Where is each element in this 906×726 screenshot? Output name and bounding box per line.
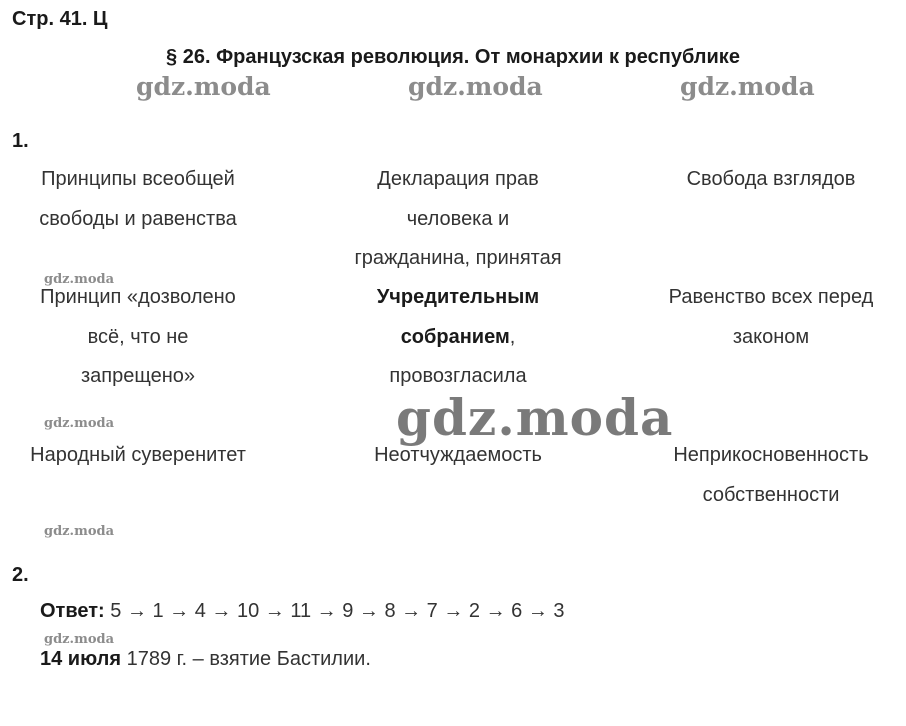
watermark: gdz.moda: [44, 272, 115, 287]
event-text: 1789 г. – взятие Бастилии.: [121, 648, 371, 670]
grid-cell: Народный суверенитет: [30, 444, 246, 466]
section-title: § 26. Французская революция. От монархии к республике: [166, 46, 740, 68]
grid-cell: Неприкосновенность собственности: [673, 444, 869, 506]
answer-label: Ответ:: [40, 600, 105, 622]
grid-cell: Неотчуждаемость: [374, 444, 542, 466]
watermark: gdz.moda: [680, 72, 815, 101]
event-date: 14 июля: [40, 648, 122, 670]
watermark: gdz.moda: [396, 388, 674, 447]
watermark: gdz.moda: [44, 416, 115, 431]
grid-cell: Равенство всех перед законом: [668, 286, 874, 348]
principles-grid: [0, 160, 906, 520]
task-1-number: 1.: [12, 130, 29, 152]
watermark: gdz.moda: [136, 72, 271, 101]
event-line: [40, 648, 371, 671]
grid-cell: Принципы всеобщей свободы и равенства: [39, 168, 237, 230]
watermark: gdz.moda: [44, 524, 115, 539]
grid-cell: Учредительным собранием, провозгласила: [376, 286, 540, 387]
grid-cell: Принцип «дозволено всё, что не запрещено»: [40, 286, 236, 387]
task-2-number: 2.: [12, 564, 29, 586]
watermark: gdz.moda: [44, 632, 115, 647]
page-label: Стр. 41. Ц: [12, 8, 108, 30]
watermark: gdz.moda: [408, 72, 543, 101]
grid-cell: Свобода взглядов: [686, 168, 856, 190]
answer-sequence: 5 → 1 → 4 → 10 → 11 → 9 → 8 → 7 → 2 → 6 → 3: [110, 600, 565, 622]
answer-line: [40, 600, 565, 623]
grid-cell: Декларация прав человека и гражданина, принятая: [354, 168, 562, 269]
